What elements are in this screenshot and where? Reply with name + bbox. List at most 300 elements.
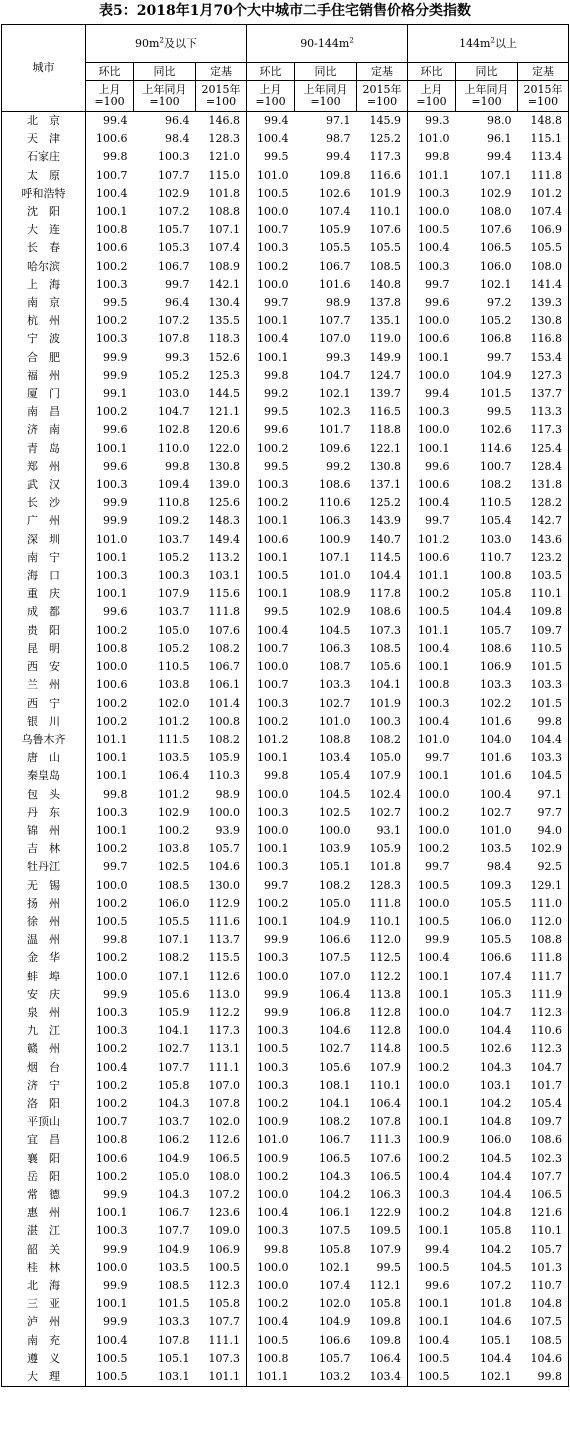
index-value: 111.3 bbox=[369, 1133, 401, 1147]
city-name: 烟 台 bbox=[2, 1059, 86, 1077]
index-value: 101.0 bbox=[247, 167, 295, 185]
index-value: 106.5 bbox=[208, 1151, 240, 1165]
base-label-line1: 上年同月 bbox=[142, 83, 187, 96]
index-value: 149.4 bbox=[208, 532, 240, 546]
index-value: 106.9 bbox=[518, 221, 569, 239]
index-value: 100.2 bbox=[408, 840, 456, 858]
index-value: 112.8 bbox=[369, 1005, 401, 1019]
index-value: 102.9 bbox=[158, 805, 190, 819]
index-value: 102.7 bbox=[480, 805, 512, 819]
index-value: 106.4 bbox=[158, 769, 190, 783]
index-value: 99.3 bbox=[165, 350, 190, 364]
index-value: 115.5 bbox=[208, 951, 240, 965]
index-value: 103.9 bbox=[319, 842, 351, 856]
index-value: 111.8 bbox=[208, 605, 240, 619]
index-value: 113.4 bbox=[518, 148, 569, 166]
index-value: 99.8 bbox=[247, 1241, 295, 1259]
index-value: 104.5 bbox=[319, 787, 351, 801]
column-label: 环比 bbox=[408, 63, 456, 81]
index-value: 99.4 bbox=[86, 112, 134, 131]
city-name: 长 春 bbox=[2, 239, 86, 257]
table-row bbox=[2, 512, 569, 530]
price-index-table bbox=[1, 24, 569, 1387]
table-row bbox=[2, 203, 569, 221]
index-value: 105.1 bbox=[319, 860, 351, 874]
index-value: 101.4 bbox=[208, 696, 240, 710]
index-value: 102.1 bbox=[480, 277, 512, 291]
city-name: 无 锡 bbox=[2, 877, 86, 895]
index-value: 111.8 bbox=[369, 896, 401, 910]
index-value: 100.1 bbox=[86, 549, 134, 567]
index-value: 111.7 bbox=[518, 968, 569, 986]
index-value: 100.8 bbox=[408, 676, 456, 694]
index-value: 100.3 bbox=[247, 695, 295, 713]
index-value: 152.6 bbox=[208, 350, 240, 364]
city-name: 银 川 bbox=[2, 713, 86, 731]
index-value: 107.1 bbox=[319, 550, 351, 564]
index-value: 100.2 bbox=[86, 258, 134, 276]
index-value: 100.7 bbox=[247, 640, 295, 658]
index-value: 107.5 bbox=[319, 951, 351, 965]
index-value: 100.2 bbox=[247, 494, 295, 512]
index-value: 108.0 bbox=[208, 1169, 240, 1183]
index-value: 99.9 bbox=[408, 931, 456, 949]
index-value: 100.2 bbox=[86, 403, 134, 421]
index-value: 100.2 bbox=[247, 258, 295, 276]
index-value: 100.5 bbox=[86, 913, 134, 931]
base-label-line2: =100 bbox=[205, 95, 237, 108]
index-value: 121.0 bbox=[208, 150, 240, 164]
index-value: 100.5 bbox=[408, 1368, 456, 1387]
index-value: 100.0 bbox=[247, 786, 295, 804]
index-value: 100.1 bbox=[247, 913, 295, 931]
table-row bbox=[2, 749, 569, 767]
index-value: 100.0 bbox=[208, 805, 240, 819]
index-value: 112.3 bbox=[518, 1004, 569, 1022]
index-value: 104.3 bbox=[158, 1096, 190, 1110]
index-value: 100.0 bbox=[408, 786, 456, 804]
index-value: 104.8 bbox=[518, 1295, 569, 1313]
index-value: 103.4 bbox=[319, 751, 351, 765]
index-value: 103.7 bbox=[158, 1115, 190, 1129]
index-value: 100.1 bbox=[86, 203, 134, 221]
index-value: 108.5 bbox=[158, 878, 190, 892]
city-name: 赣 州 bbox=[2, 1040, 86, 1058]
city-name: 郑 州 bbox=[2, 458, 86, 476]
index-value: 102.6 bbox=[480, 423, 512, 437]
index-value: 100.7 bbox=[86, 1113, 134, 1131]
index-value: 105.0 bbox=[158, 623, 190, 637]
index-value: 99.9 bbox=[86, 1313, 134, 1331]
index-value: 100.3 bbox=[86, 476, 134, 494]
table-row bbox=[2, 167, 569, 185]
index-value: 100.8 bbox=[247, 1350, 295, 1368]
index-value: 100.0 bbox=[408, 1022, 456, 1040]
index-value: 100.3 bbox=[247, 804, 295, 822]
table-row bbox=[2, 1295, 569, 1313]
index-value: 100.5 bbox=[247, 567, 295, 585]
index-value: 100.1 bbox=[247, 512, 295, 530]
index-value: 100.0 bbox=[247, 1277, 295, 1295]
index-value: 100.7 bbox=[480, 459, 512, 473]
index-value: 102.4 bbox=[369, 787, 401, 801]
index-value: 99.5 bbox=[247, 403, 295, 421]
table-row bbox=[2, 1259, 569, 1277]
index-value: 146.8 bbox=[208, 114, 240, 127]
table-row bbox=[2, 1168, 569, 1186]
index-value: 100.1 bbox=[86, 440, 134, 458]
index-value: 100.1 bbox=[247, 840, 295, 858]
index-value: 102.7 bbox=[319, 1042, 351, 1056]
index-value: 107.7 bbox=[158, 168, 190, 182]
index-value: 128.2 bbox=[518, 494, 569, 512]
city-name: 襄 阳 bbox=[2, 1150, 86, 1168]
index-value: 109.3 bbox=[480, 878, 512, 892]
index-value: 99.9 bbox=[86, 986, 134, 1004]
index-value: 104.3 bbox=[158, 1187, 190, 1201]
table-row bbox=[2, 312, 569, 330]
index-value: 100.1 bbox=[86, 1295, 134, 1313]
index-value: 100.2 bbox=[158, 823, 190, 837]
index-value: 104.9 bbox=[158, 1151, 190, 1165]
index-value: 115.6 bbox=[208, 587, 240, 601]
index-value: 100.3 bbox=[247, 949, 295, 967]
column-label: 同比 bbox=[134, 63, 196, 81]
index-value: 101.0 bbox=[86, 531, 134, 549]
index-value: 110.6 bbox=[518, 1022, 569, 1040]
index-value: 104.6 bbox=[208, 860, 240, 874]
index-value: 100.9 bbox=[319, 532, 351, 546]
index-value: 100.6 bbox=[86, 130, 134, 148]
index-value: 108.1 bbox=[319, 1078, 351, 1092]
index-value: 100.2 bbox=[408, 1059, 456, 1077]
index-value: 107.1 bbox=[208, 223, 240, 237]
index-value: 125.2 bbox=[369, 496, 401, 510]
index-value: 99.5 bbox=[487, 405, 512, 419]
index-value: 100.7 bbox=[247, 221, 295, 239]
group-header-large: $144m^2$以上 bbox=[408, 25, 569, 63]
base-label-line1: 2015年 bbox=[362, 83, 402, 96]
index-value: 105.8 bbox=[158, 1078, 190, 1092]
index-value: 101.1 bbox=[247, 1368, 295, 1387]
index-value: 101.1 bbox=[408, 567, 456, 585]
index-value: 109.8 bbox=[369, 1315, 401, 1329]
index-value: 113.0 bbox=[208, 987, 240, 1001]
index-value: 99.2 bbox=[247, 385, 295, 403]
city-name: 沈 阳 bbox=[2, 203, 86, 221]
index-value: 107.2 bbox=[208, 1187, 240, 1201]
index-value: 103.7 bbox=[158, 532, 190, 546]
index-value: 93.9 bbox=[215, 823, 240, 837]
index-value: 106.4 bbox=[369, 1096, 401, 1110]
index-value: 145.9 bbox=[369, 114, 401, 127]
index-value: 108.2 bbox=[208, 641, 240, 655]
index-value: 106.7 bbox=[208, 660, 240, 674]
index-value: 103.1 bbox=[134, 1368, 196, 1387]
index-value: 100.1 bbox=[408, 986, 456, 1004]
index-value: 104.7 bbox=[158, 405, 190, 419]
index-value: 100.4 bbox=[408, 1332, 456, 1350]
index-value: 107.7 bbox=[158, 1224, 190, 1238]
base-label-line2: =100 bbox=[416, 95, 447, 108]
index-value: 99.6 bbox=[408, 1277, 456, 1295]
index-value: 104.5 bbox=[480, 1151, 512, 1165]
index-value: 100.5 bbox=[247, 185, 295, 203]
index-value: 106.0 bbox=[480, 914, 512, 928]
table-row bbox=[2, 112, 569, 131]
index-value: 103.4 bbox=[357, 1368, 408, 1387]
table-row bbox=[2, 1350, 569, 1368]
index-value: 102.7 bbox=[319, 696, 351, 710]
index-value: 107.1 bbox=[158, 969, 190, 983]
city-name: 乌鲁木齐 bbox=[2, 731, 86, 749]
index-value: 100.3 bbox=[408, 258, 456, 276]
index-value: 105.6 bbox=[369, 660, 401, 674]
table-row bbox=[2, 1113, 569, 1131]
index-value: 99.5 bbox=[247, 458, 295, 476]
index-value: 116.6 bbox=[369, 168, 401, 182]
table-row bbox=[2, 1204, 569, 1222]
index-value: 105.2 bbox=[480, 314, 512, 328]
index-value: 108.5 bbox=[518, 1332, 569, 1350]
index-value: 103.3 bbox=[319, 678, 351, 692]
index-value: 101.0 bbox=[319, 714, 351, 728]
city-name: 扬 州 bbox=[2, 895, 86, 913]
index-value: 100.6 bbox=[86, 676, 134, 694]
index-value: 120.6 bbox=[208, 423, 240, 437]
index-value: 99.4 bbox=[408, 1241, 456, 1259]
index-value: 115.0 bbox=[208, 168, 240, 182]
table-row bbox=[2, 640, 569, 658]
index-value: 112.9 bbox=[208, 896, 240, 910]
index-value: 104.9 bbox=[319, 914, 351, 928]
index-value: 100.3 bbox=[86, 276, 134, 294]
index-value: 102.9 bbox=[158, 186, 190, 200]
index-value: 107.4 bbox=[518, 203, 569, 221]
index-value: 110.7 bbox=[480, 550, 512, 564]
index-value: 105.9 bbox=[369, 842, 401, 856]
index-value: 104.1 bbox=[158, 1024, 190, 1038]
index-value: 100.1 bbox=[86, 767, 134, 785]
index-value: 100.1 bbox=[408, 1113, 456, 1131]
index-value: 99.4 bbox=[487, 150, 512, 164]
index-value: 102.3 bbox=[319, 405, 351, 419]
index-value: 99.6 bbox=[247, 421, 295, 439]
index-value: 101.9 bbox=[369, 696, 401, 710]
index-value: 106.7 bbox=[319, 259, 351, 273]
table-row bbox=[2, 603, 569, 621]
index-value: 100.4 bbox=[408, 239, 456, 257]
index-value: 101.7 bbox=[319, 423, 351, 437]
index-value: 105.1 bbox=[158, 1351, 190, 1365]
index-value: 101.5 bbox=[158, 1297, 190, 1311]
index-value: 106.6 bbox=[480, 951, 512, 965]
index-value: 104.1 bbox=[369, 678, 401, 692]
city-name: 深 圳 bbox=[2, 531, 86, 549]
base-label bbox=[456, 81, 518, 112]
index-value: 125.3 bbox=[208, 368, 240, 382]
index-value: 101.0 bbox=[408, 130, 456, 148]
base-label-line1: 2015年 bbox=[201, 83, 241, 96]
city-name: 合 肥 bbox=[2, 349, 86, 367]
index-value: 104.2 bbox=[480, 1242, 512, 1256]
city-name: 长 沙 bbox=[2, 494, 86, 512]
index-value: 103.5 bbox=[158, 1260, 190, 1274]
index-value: 111.1 bbox=[208, 1333, 240, 1347]
index-value: 102.0 bbox=[319, 1297, 351, 1311]
city-name: 海 口 bbox=[2, 567, 86, 585]
index-value: 99.9 bbox=[86, 512, 134, 530]
index-value: 99.8 bbox=[86, 786, 134, 804]
index-value: 106.8 bbox=[480, 332, 512, 346]
index-value: 105.8 bbox=[480, 587, 512, 601]
base-label-line1: 上月 bbox=[98, 83, 121, 96]
index-value: 104.4 bbox=[480, 605, 512, 619]
table-row bbox=[2, 1313, 569, 1331]
index-value: 101.0 bbox=[247, 1131, 295, 1149]
city-name: 锦 州 bbox=[2, 822, 86, 840]
index-value: 100.0 bbox=[247, 968, 295, 986]
index-value: 100.4 bbox=[408, 713, 456, 731]
index-value: 108.2 bbox=[158, 951, 190, 965]
index-value: 100.2 bbox=[86, 949, 134, 967]
index-value: 122.1 bbox=[369, 441, 401, 455]
index-value: 104.2 bbox=[319, 1187, 351, 1201]
index-value: 121.1 bbox=[208, 405, 240, 419]
index-value: 105.9 bbox=[158, 1005, 190, 1019]
index-value: 100.4 bbox=[86, 1059, 134, 1077]
table-row bbox=[2, 567, 569, 585]
index-value: 99.6 bbox=[86, 421, 134, 439]
index-value: 100.5 bbox=[86, 1350, 134, 1368]
index-value: 107.1 bbox=[480, 168, 512, 182]
table-row bbox=[2, 858, 569, 876]
column-label: 定基 bbox=[196, 63, 247, 81]
page-title: 表5：2018年1月70个大中城市二手住宅销售价格分类指数 bbox=[99, 3, 471, 19]
index-value: 130.8 bbox=[518, 312, 569, 330]
index-value: 105.4 bbox=[518, 1095, 569, 1113]
index-value: 103.7 bbox=[158, 605, 190, 619]
index-value: 135.1 bbox=[369, 314, 401, 328]
city-name: 南 宁 bbox=[2, 549, 86, 567]
index-value: 100.5 bbox=[408, 877, 456, 895]
base-label bbox=[408, 81, 456, 112]
index-value: 100.1 bbox=[408, 349, 456, 367]
index-value: 100.3 bbox=[408, 695, 456, 713]
base-label-line2: =100 bbox=[149, 95, 180, 108]
city-name: 秦皇岛 bbox=[2, 767, 86, 785]
index-value: 100.8 bbox=[208, 714, 240, 728]
index-value: 100.1 bbox=[86, 822, 134, 840]
index-value: 128.3 bbox=[369, 878, 401, 892]
index-value: 106.7 bbox=[158, 259, 190, 273]
index-value: 101.2 bbox=[158, 714, 190, 728]
city-name: 宜 昌 bbox=[2, 1131, 86, 1149]
table-row bbox=[2, 658, 569, 676]
table-row bbox=[2, 1131, 569, 1149]
index-value: 140.7 bbox=[369, 532, 401, 546]
index-value: 99.7 bbox=[487, 350, 512, 364]
index-value: 99.5 bbox=[86, 294, 134, 312]
index-value: 105.0 bbox=[158, 1169, 190, 1183]
index-value: 100.1 bbox=[408, 1095, 456, 1113]
index-value: 108.2 bbox=[369, 732, 401, 746]
index-value: 103.8 bbox=[158, 678, 190, 692]
base-label-line2: =100 bbox=[94, 95, 125, 108]
table-row bbox=[2, 458, 569, 476]
index-value: 104.5 bbox=[518, 767, 569, 785]
table-row bbox=[2, 349, 569, 367]
index-value: 102.1 bbox=[456, 1368, 518, 1387]
index-value: 100.4 bbox=[408, 949, 456, 967]
base-label-line1: 上月 bbox=[420, 83, 443, 96]
index-value: 100.3 bbox=[408, 185, 456, 203]
index-value: 111.9 bbox=[518, 986, 569, 1004]
index-value: 105.8 bbox=[369, 1297, 401, 1311]
index-value: 139.7 bbox=[369, 387, 401, 401]
city-name: 北 京 bbox=[2, 112, 86, 131]
index-value: 100.8 bbox=[86, 1131, 134, 1149]
index-value: 100.0 bbox=[408, 312, 456, 330]
index-value: 108.8 bbox=[518, 931, 569, 949]
column-label-row bbox=[2, 63, 569, 81]
index-value: 100.2 bbox=[86, 1040, 134, 1058]
index-value: 100.9 bbox=[247, 1113, 295, 1131]
index-value: 99.6 bbox=[86, 603, 134, 621]
base-label bbox=[196, 81, 247, 112]
city-name: 温 州 bbox=[2, 931, 86, 949]
city-name: 丹 东 bbox=[2, 804, 86, 822]
index-value: 99.5 bbox=[376, 1260, 401, 1274]
index-value: 105.8 bbox=[208, 1297, 240, 1311]
index-value: 107.2 bbox=[158, 314, 190, 328]
city-name: 上 海 bbox=[2, 276, 86, 294]
group-header-small: $90m^2$及以下 bbox=[86, 25, 247, 63]
index-value: 108.9 bbox=[208, 259, 240, 273]
index-value: 107.7 bbox=[518, 1168, 569, 1186]
index-value: 104.4 bbox=[480, 1169, 512, 1183]
index-value: 107.9 bbox=[369, 1242, 401, 1256]
index-value: 100.2 bbox=[86, 695, 134, 713]
index-value: 100.1 bbox=[408, 1295, 456, 1313]
city-name: 兰 州 bbox=[2, 676, 86, 694]
index-value: 101.5 bbox=[480, 387, 512, 401]
index-value: 100.3 bbox=[247, 476, 295, 494]
index-value: 104.5 bbox=[480, 1260, 512, 1274]
table-row bbox=[2, 767, 569, 785]
index-value: 106.0 bbox=[158, 896, 190, 910]
index-value: 100.3 bbox=[86, 804, 134, 822]
index-value: 104.0 bbox=[480, 732, 512, 746]
table-row bbox=[2, 531, 569, 549]
index-value: 103.3 bbox=[158, 1315, 190, 1329]
index-value: 122.9 bbox=[369, 1206, 401, 1220]
index-value: 103.3 bbox=[518, 676, 569, 694]
index-value: 110.1 bbox=[369, 914, 401, 928]
index-value: 107.3 bbox=[369, 623, 401, 637]
index-value: 108.5 bbox=[369, 259, 401, 273]
index-value: 102.9 bbox=[319, 605, 351, 619]
city-name: 济 宁 bbox=[2, 1077, 86, 1095]
index-value: 111.8 bbox=[518, 949, 569, 967]
index-value: 100.0 bbox=[247, 822, 295, 840]
index-value: 112.3 bbox=[518, 1040, 569, 1058]
index-value: 137.1 bbox=[369, 478, 401, 492]
city-name: 泉 州 bbox=[2, 1004, 86, 1022]
index-value: 113.2 bbox=[208, 550, 240, 564]
index-value: 98.4 bbox=[487, 860, 512, 874]
table-row bbox=[2, 877, 569, 895]
